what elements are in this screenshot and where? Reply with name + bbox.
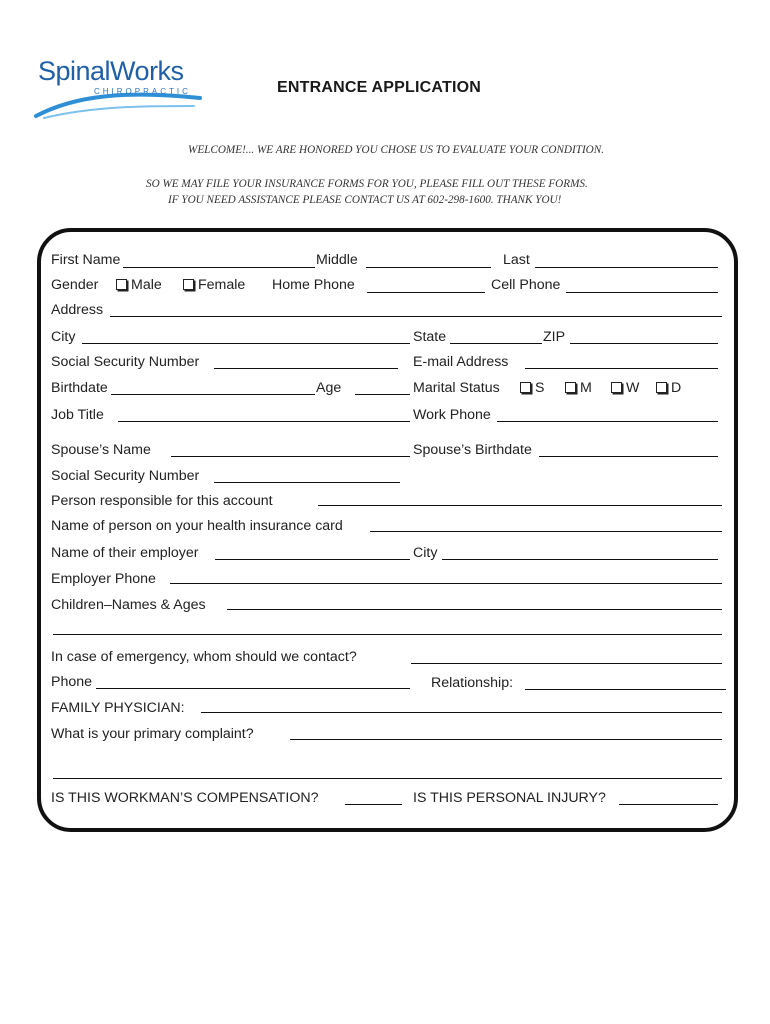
work-phone-field[interactable] (497, 421, 718, 422)
state-label: State (413, 329, 447, 345)
home-phone-field[interactable] (367, 292, 485, 293)
last-label: Last (503, 252, 530, 268)
family-physician-field[interactable] (201, 712, 722, 713)
marital-m-option[interactable] (565, 380, 592, 396)
emergency-phone-field[interactable] (96, 688, 410, 689)
spouse-ssn-label: Social Security Number (51, 468, 200, 484)
contact-text: IF YOU NEED ASSISTANCE PLEASE CONTACT US AT 602-298-1600. THANK YOU! (168, 194, 562, 206)
employer-name-field[interactable] (215, 559, 410, 560)
emergency-field[interactable] (411, 663, 722, 664)
marital-m-checkbox[interactable] (565, 382, 576, 393)
workman-comp-field[interactable] (345, 804, 402, 805)
insurance-name-label: Name of person on your health insurance card (51, 518, 343, 534)
marital-m-label: M (580, 380, 592, 396)
first-name-label: First Name (51, 252, 121, 268)
job-title-field[interactable] (118, 421, 410, 422)
middle-label: Middle (316, 252, 358, 268)
children-field[interactable] (227, 609, 722, 610)
age-label: Age (316, 380, 342, 396)
zip-label: ZIP (543, 329, 566, 345)
work-phone-label: Work Phone (413, 407, 491, 423)
relationship-field[interactable] (525, 689, 726, 690)
female-label: Female (198, 277, 246, 293)
logo-name: SpinalWorks (38, 56, 184, 86)
children-field-extra[interactable] (53, 634, 722, 635)
marital-w-option[interactable] (611, 380, 639, 396)
spouse-name-field[interactable] (171, 456, 410, 457)
employer-phone-field[interactable] (170, 583, 722, 584)
state-field[interactable] (450, 343, 542, 344)
marital-d-checkbox[interactable] (656, 382, 667, 393)
logo-subtitle: CHIROPRACTIC (94, 87, 191, 96)
instructions-text: SO WE MAY FILE YOUR INSURANCE FORMS FOR YOU, PLEASE FILL OUT THESE FORMS. (146, 178, 588, 190)
spouse-birthdate-field[interactable] (539, 456, 718, 457)
emergency-label: In case of emergency, whom should we contact? (51, 649, 357, 665)
address-label: Address (51, 302, 104, 318)
ssn-field[interactable] (214, 368, 398, 369)
marital-s-option[interactable] (520, 380, 544, 396)
children-label: Children–Names & Ages (51, 597, 206, 613)
marital-d-option[interactable] (656, 380, 681, 396)
marital-w-checkbox[interactable] (611, 382, 622, 393)
middle-field[interactable] (366, 267, 491, 268)
marital-s-label: S (535, 380, 545, 396)
city-label: City (51, 329, 76, 345)
cell-phone-label: Cell Phone (491, 277, 561, 293)
home-phone-label: Home Phone (272, 277, 355, 293)
zip-field[interactable] (570, 343, 718, 344)
family-physician-label: FAMILY PHYSICIAN: (51, 700, 185, 716)
gender-label: Gender (51, 277, 99, 293)
address-field[interactable] (110, 316, 722, 317)
employer-phone-label: Employer Phone (51, 571, 156, 587)
responsible-field[interactable] (318, 505, 722, 506)
email-label: E-mail Address (413, 354, 509, 370)
female-checkbox[interactable] (183, 279, 194, 290)
spouse-birthdate-label: Spouse’s Birthdate (413, 442, 532, 458)
phone-label: Phone (51, 674, 93, 690)
complaint-field[interactable] (290, 739, 722, 740)
last-field[interactable] (535, 267, 718, 268)
page-title: ENTRANCE APPLICATION (277, 79, 481, 96)
insurance-name-field[interactable] (370, 531, 722, 532)
marital-status-label: Marital Status (413, 380, 500, 396)
marital-d-label: D (671, 380, 682, 396)
relationship-label: Relationship: (431, 675, 514, 691)
marital-s-checkbox[interactable] (520, 382, 531, 393)
personal-injury-label: IS THIS PERSONAL INJURY? (413, 790, 606, 806)
spouse-name-label: Spouse’s Name (51, 442, 151, 458)
spouse-ssn-field[interactable] (214, 482, 400, 483)
birthdate-field[interactable] (111, 394, 315, 395)
employer-city-field[interactable] (442, 559, 718, 560)
responsible-label: Person responsible for this account (51, 493, 273, 509)
male-checkbox[interactable] (116, 279, 127, 290)
ssn-label: Social Security Number (51, 354, 200, 370)
job-title-label: Job Title (51, 407, 104, 423)
email-field[interactable] (525, 368, 718, 369)
cell-phone-field[interactable] (566, 292, 718, 293)
employer-name-label: Name of their employer (51, 545, 199, 561)
welcome-text: WELCOME!... WE ARE HONORED YOU CHOSE US TO EVALUATE YOUR CONDITION. (188, 144, 605, 156)
workman-comp-label: IS THIS WORKMAN’S COMPENSATION? (51, 790, 319, 806)
complaint-field-extra[interactable] (53, 778, 722, 779)
spinalworks-logo (34, 56, 206, 118)
age-field[interactable] (355, 394, 410, 395)
marital-w-label: W (626, 380, 640, 396)
first-name-field[interactable] (123, 267, 315, 268)
male-option[interactable] (116, 277, 162, 293)
female-option[interactable] (183, 277, 245, 293)
city-field[interactable] (82, 343, 410, 344)
male-label: Male (131, 277, 162, 293)
employer-city-label: City (413, 545, 438, 561)
birthdate-label: Birthdate (51, 380, 108, 396)
complaint-label: What is your primary complaint? (51, 726, 254, 742)
personal-injury-field[interactable] (619, 804, 718, 805)
